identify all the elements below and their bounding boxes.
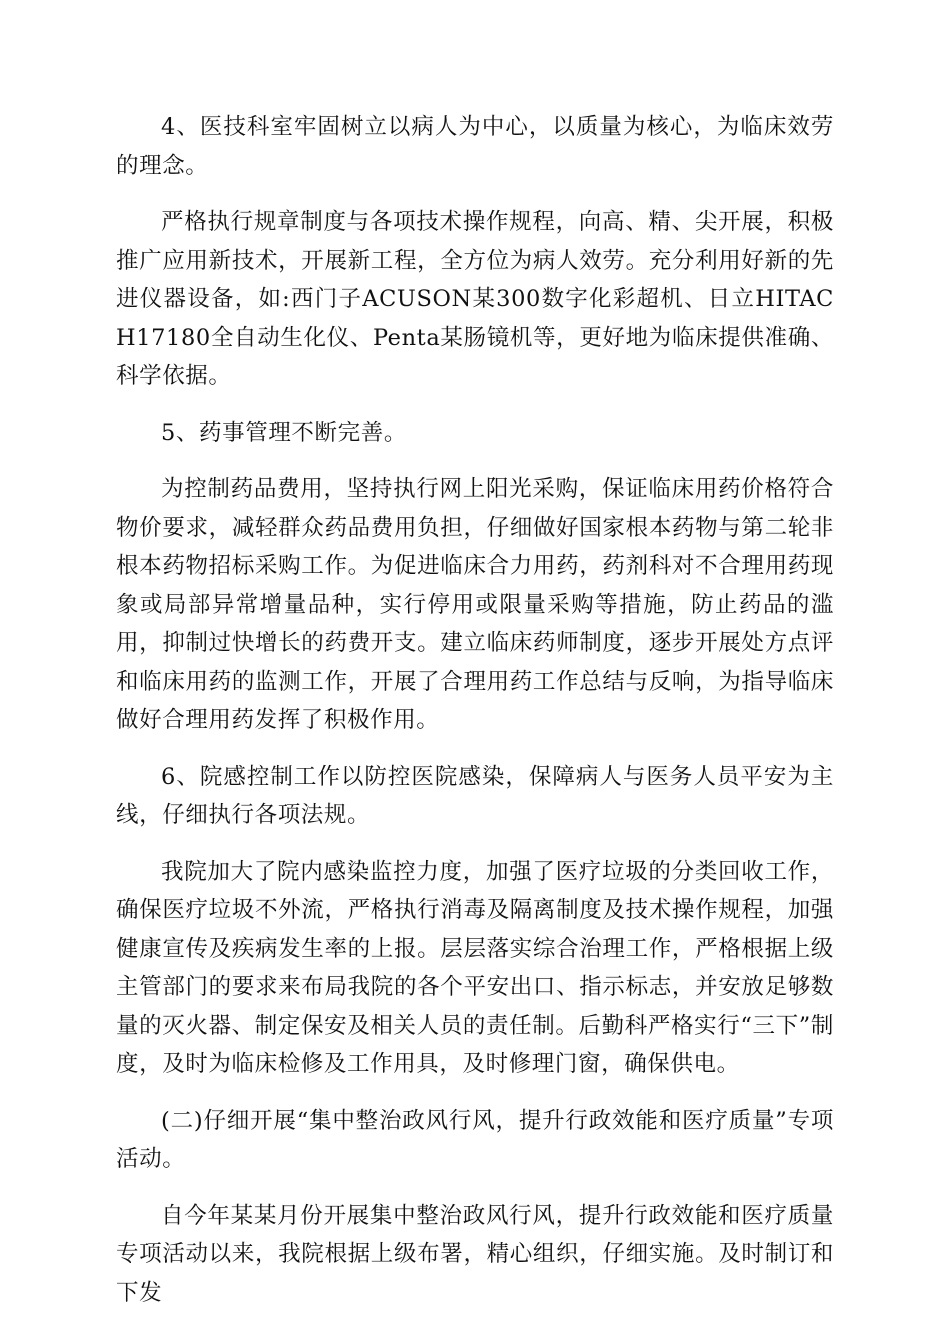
document-body	[116, 108, 834, 1330]
paragraph-pharmacy-heading: 5、药事管理不断完善。	[161, 419, 407, 446]
paragraph-campaign-heading: (二)仔细开展“集中整治政风行风，提升行政效能和医疗质量”专项活动。	[116, 1107, 834, 1172]
paragraph-medtech-heading: 4、医技科室牢固树立以病人为中心，以质量为核心，为临床效劳的理念。	[116, 114, 834, 179]
paragraph-infection-body: 我院加大了院内感染监控力度，加强了医疗垃圾的分类回收工作，确保医疗垃圾不外流，严格执行消毒及隔离制度及技术操作规程，加强健康宣传及疾病发生率的上报。层层落实综合治理工作，严格根据上级主管部门的要求来布局我院的各个平安出口、指示标志，并安放足够数量的灭火器、制定保安及相关人员的责任制。后勤科严格实行“三下”制度，及时为临床检修及工作用具，及时修理门窗，确保供电。	[116, 858, 834, 1077]
paragraph-infection-heading: 6、院感控制工作以防控医院感染，保障病人与医务人员平安为主线，仔细执行各项法规。	[116, 763, 834, 828]
paragraph-medtech-body: 严格执行规章制度与各项技术操作规程，向高、精、尖开展，积极推广应用新技术，开展新工程，全方位为病人效劳。充分利用好新的先进仪器设备，如:西门子ACUSON某300数字化彩超机、日立HITACH17180全自动生化仪、Penta某肠镜机等，更好地为临床提供准确、科学依据。	[116, 209, 834, 389]
paragraph-campaign-body: 自今年某某月份开展集中整治政风行风，提升行政效能和医疗质量专项活动以来，我院根据上级布署，精心组织，仔细实施。及时制订和下发	[116, 1202, 834, 1306]
paragraph-pharmacy-body: 为控制药品费用，坚持执行网上阳光采购，保证临床用药价格符合物价要求，减轻群众药品费用负担，仔细做好国家根本药物与第二轮非根本药物招标采购工作。为促进临床合力用药，药剂科对不合理用药现象或局部异常增量品种，实行停用或限量采购等措施，防止药品的滥用，抑制过快增长的药费开支。建立临床药师制度，逐步开展处方点评和临床用药的监测工作，开展了合理用药工作总结与反响，为指导临床做好合理用药发挥了积极作用。	[116, 476, 834, 733]
